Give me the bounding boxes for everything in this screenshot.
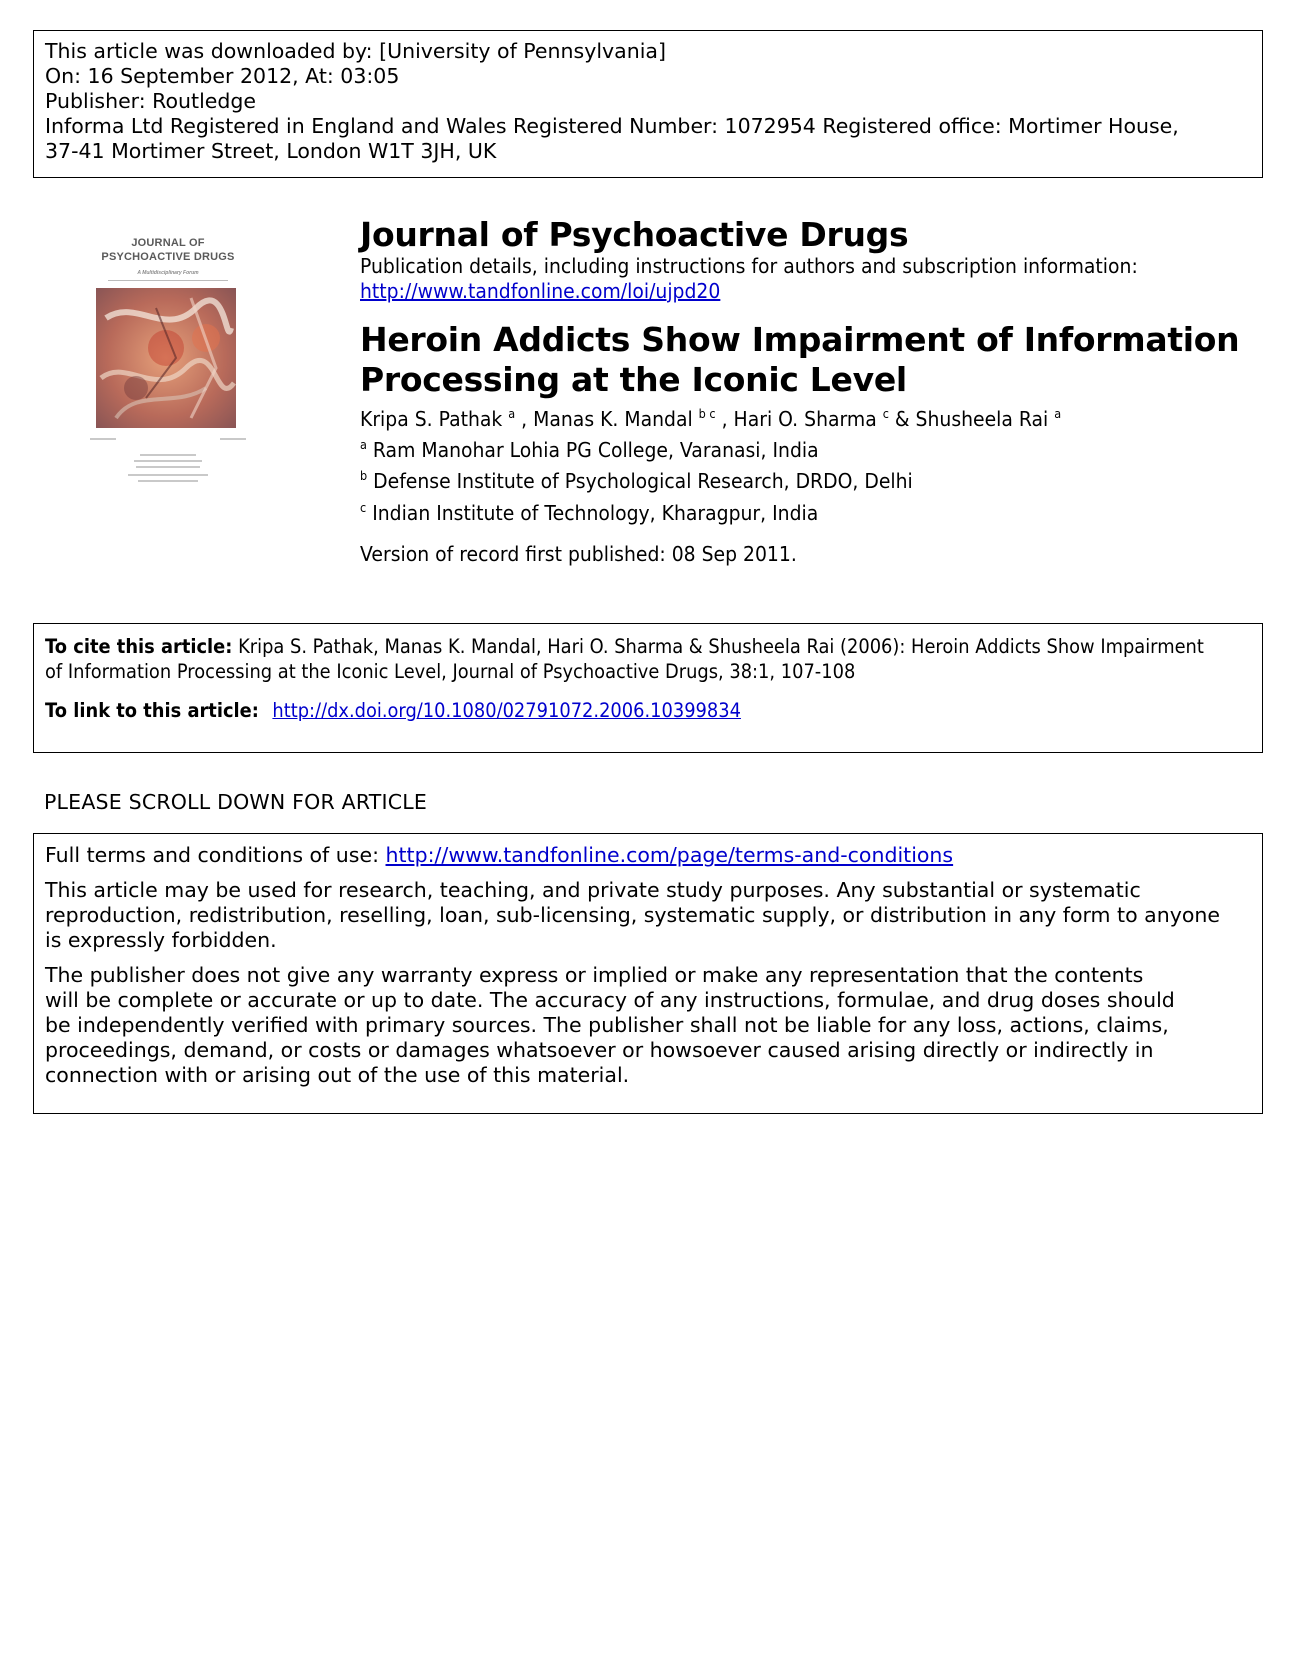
citation-box (33, 623, 1263, 753)
journal-cover-image (78, 226, 258, 496)
author-affiliation-mark: c (882, 407, 889, 421)
affiliation-text: Defense Institute of Psychological Research, DRDO, Delhi (373, 469, 913, 493)
download-line: 37-41 Mortimer Street, London W1T 3JH, UK (45, 139, 497, 163)
cover-mark (134, 460, 202, 462)
affiliation-text: Indian Institute of Technology, Kharagpur, India (372, 501, 819, 525)
author-name: Kripa S. Pathak (360, 407, 503, 431)
paragraph-line: will be complete or accurate or up to date. The accuracy of any instructions, formulae, and drug doses should (45, 988, 1175, 1012)
affiliation (360, 501, 818, 525)
link-label: To link to this article: (45, 699, 266, 722)
cover-subtitle: A Multidisciplinary Forum (137, 270, 199, 276)
download-info-box (33, 30, 1263, 178)
paragraph-line: proceedings, demand, or costs or damages whatsoever or howsoever caused arising directly or indirectly in (45, 1038, 1154, 1062)
affiliation (360, 438, 819, 462)
cover-mark (90, 438, 116, 440)
author-name: Hari O. Sharma (733, 407, 877, 431)
terms-box (33, 833, 1263, 1114)
download-line: Publisher: Routledge (45, 89, 257, 113)
cover-mark (128, 474, 208, 476)
affiliation (360, 469, 913, 493)
terms-line (45, 843, 1251, 868)
paragraph-line: This article may be used for research, teaching, and private study purposes. Any substantial or systematic (45, 878, 1141, 902)
cover-title-line1: JOURNAL OF (131, 237, 205, 249)
doi-link[interactable]: http://dx.doi.org/10.1080/02791072.2006.10399834 (272, 699, 741, 722)
journal-url-link[interactable]: http://www.tandfonline.com/loi/ujpd20 (360, 279, 721, 303)
author-name: Manas K. Mandal (533, 407, 693, 431)
article-title: Heroin Addicts Show Impairment of Information Processing at the Iconic Level (360, 320, 1240, 399)
usage-paragraph (45, 878, 1251, 953)
author-list (360, 407, 1061, 431)
author-separator: & (888, 407, 916, 431)
disclaimer-paragraph (45, 963, 1251, 1088)
cite-label: To cite this article: (45, 635, 233, 658)
paragraph-line: reproduction, redistribution, reselling, loan, sub-licensing, systematic supply, or distribution in any form to anyone (45, 903, 1220, 927)
cover-rule (108, 280, 228, 281)
publication-details: Publication details, including instructions for authors and subscription information: (360, 254, 1138, 278)
author-separator: , (715, 407, 734, 431)
paragraph-line: connection with or arising out of the use of this material. (45, 1063, 630, 1087)
version-of-record: Version of record first published: 08 Sep 2011. (360, 542, 797, 566)
affiliation-mark: c (360, 501, 367, 515)
citation-line: of Information Processing at the Iconic Level, Journal of Psychoactive Drugs, 38:1, 107-108 (45, 660, 856, 683)
author-affiliation-mark: a (508, 407, 516, 421)
terms-label: Full terms and conditions of use: (45, 843, 386, 867)
author-name: Shusheela Rai (915, 407, 1049, 431)
author-affiliation-mark: a (1054, 407, 1062, 421)
author-affiliation-mark: b c (698, 407, 716, 421)
affiliation-mark: b (360, 469, 368, 483)
cover-mark (220, 438, 246, 440)
journal-title: Journal of Psychoactive Drugs (360, 215, 909, 254)
download-line: On: 16 September 2012, At: 03:05 (45, 64, 400, 88)
terms-link[interactable]: http://www.tandfonline.com/page/terms-and-conditions (385, 843, 954, 867)
download-line: This article was downloaded by: [University of Pennsylvania] (45, 39, 666, 63)
paragraph-line: be independently verified with primary sources. The publisher shall not be liable for any loss, actions, claims, (45, 1013, 1169, 1037)
download-line: Informa Ltd Registered in England and Wales Registered Number: 1072954 Registered office: Mortimer House, (45, 114, 1179, 138)
affiliation-text: Ram Manohar Lohia PG College, Varanasi, India (372, 438, 819, 462)
cover-mark (140, 454, 196, 456)
scroll-notice: PLEASE SCROLL DOWN FOR ARTICLE (44, 790, 428, 814)
affiliation-mark: a (360, 438, 367, 452)
cover-artwork (96, 288, 236, 428)
cite-text: Kripa S. Pathak, Manas K. Mandal, Hari O. Sharma & Shusheela Rai (2006): Heroin Addicts Show Impairment (232, 635, 1204, 658)
cover-mark (136, 466, 200, 468)
author-separator: , (515, 407, 534, 431)
doi-line (45, 698, 1253, 723)
paragraph-line: The publisher does not give any warranty express or implied or make any representation that the contents (45, 963, 1144, 987)
cover-title-line2: PSYCHOACTIVE DRUGS (101, 251, 235, 263)
citation-line (45, 634, 1253, 659)
paragraph-line: is expressly forbidden. (45, 928, 277, 952)
cover-mark (138, 480, 198, 482)
